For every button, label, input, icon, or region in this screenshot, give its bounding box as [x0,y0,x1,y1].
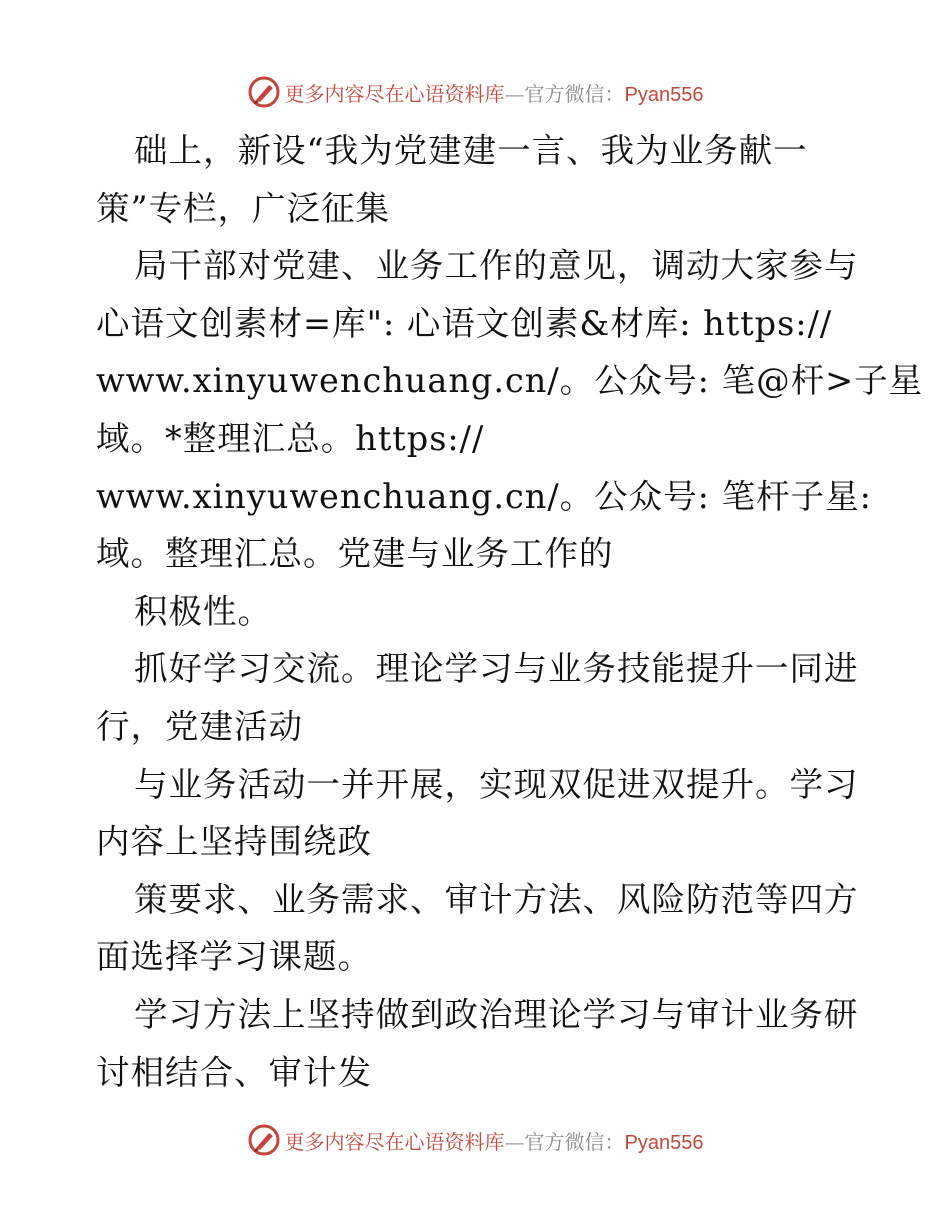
footer-separator: — [504,1129,525,1154]
text-line: 策”专栏，广泛征集 [96,188,391,228]
text-line: 面选择学习课题。 [96,937,372,977]
text-line: 抓好学习交流。理论学习与业务技能提升一同进 [134,649,859,689]
text-line: www.xinyuwenchuang.cn/。公众号: 笔杆子星: [96,476,872,516]
footer-brand-text: 更多内容尽在心语资料库 [284,1129,505,1154]
text-line: 积极性。 [134,591,272,631]
pen-logo-icon [247,75,281,109]
text-line: 域。*整理汇总。https:// [96,418,485,458]
text-line: www.xinyuwenchuang.cn/。公众号: 笔@杆>子星 [96,361,924,401]
text-line: 局干部对党建、业务工作的意见，调动大家参与 [134,246,859,286]
banner-brand-text: 更多内容尽在心语资料库 [284,81,505,106]
footer-wechat-label: 官方微信： [524,1129,625,1154]
text-line: 内容上坚持围绕政 [96,822,372,862]
text-line: 域。整理汇总。党建与业务工作的 [96,534,614,574]
text-line: 策要求、业务需求、审计方法、风险防范等四方 [134,879,859,919]
text-line: 与业务活动一并开展，实现双促进双提升。学习 [134,764,859,804]
text-line: 础上，新设“我为党建建一言、我为业务献一 [134,131,808,170]
text-line: 行，党建活动 [96,706,303,746]
banner-wechat-label: 官方微信： [524,81,625,106]
text-line: 讨相结合、审计发 [96,1052,372,1092]
text-line: 心语文创素材=库": 心语文创素&材库: https:// [96,303,833,343]
header-banner [0,72,950,112]
pen-logo-icon [247,1123,281,1157]
footer-banner [0,1120,950,1160]
footer-wechat-id: Pyan556 [624,1131,704,1154]
banner-wechat-id: Pyan556 [624,83,704,106]
document-body [96,122,924,1101]
text-line: 学习方法上坚持做到政治理论学习与审计业务研 [134,994,859,1034]
banner-separator: — [504,81,525,106]
